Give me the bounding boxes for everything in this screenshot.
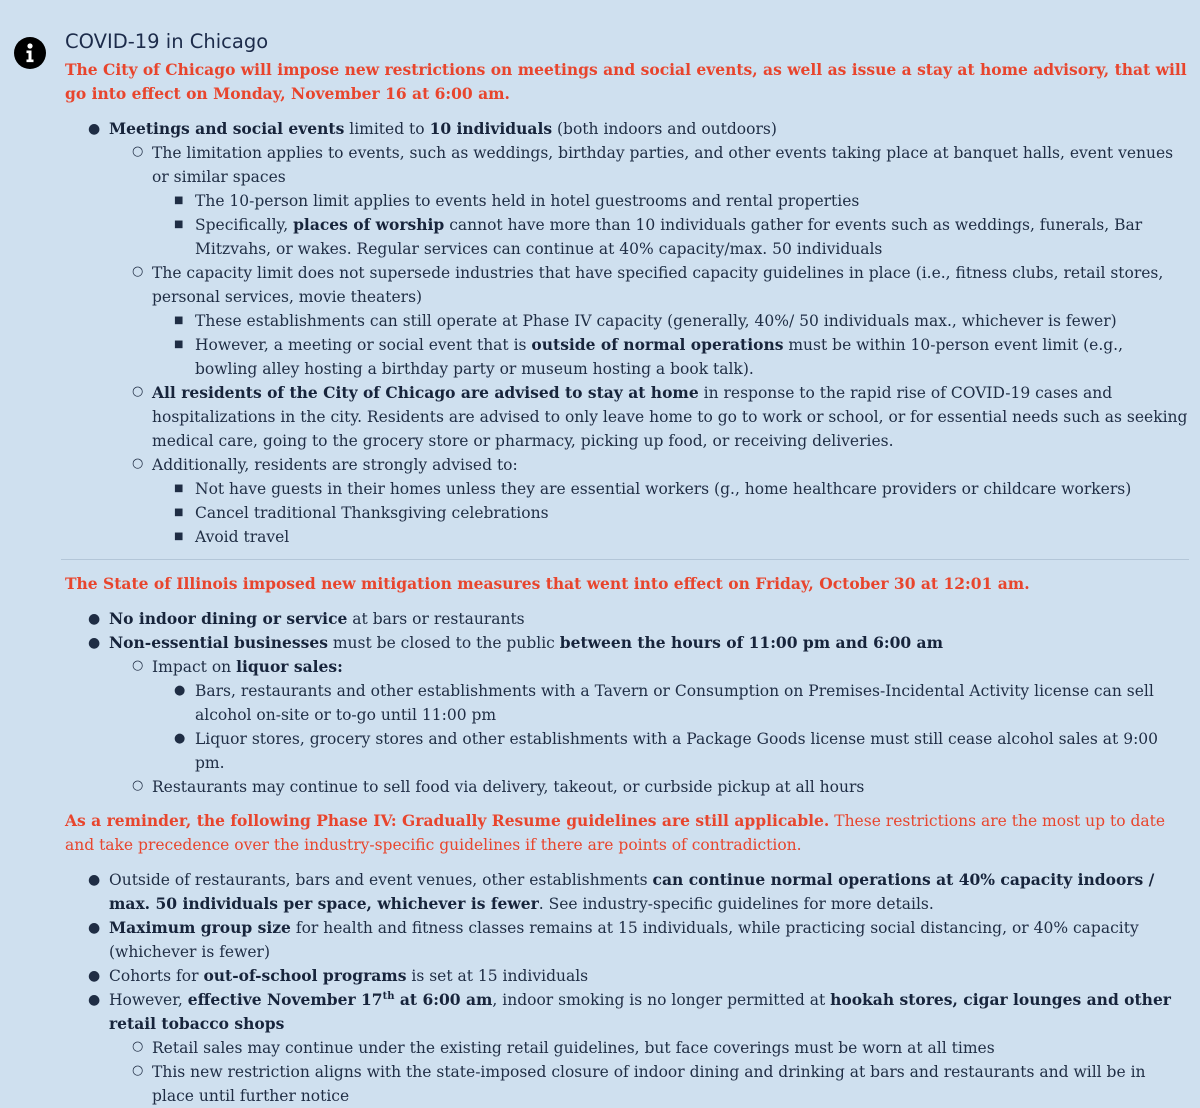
state-heading: The State of Illinois imposed new mitigation measures that went into effect on Friday, October 30 at 12:01 am.	[65, 574, 1030, 593]
list-item: ■ The 10-person limit applies to events held in hotel guestrooms and rental properties	[174, 192, 860, 210]
list-item: ■ These establishments can still operate at Phase IV capacity (generally, 40%/ 50 individuals max., whichever is fewer)	[174, 312, 1117, 330]
list-item: ● Maximum group size for health and fitness classes remains at 15 individuals, while practicing social distancing, or 40% capacity (whichever is fewer)	[88, 918, 1139, 961]
list-item: ○ Additionally, residents are strongly advised to: ■ Not have guests in their homes unless they are essential workers (g., home healthcare providers or childcare workers) ■ Cancel traditional Thanksgiving celebrations ■ Avoid travel	[152, 453, 1190, 549]
list-item: ■ Cancel traditional Thanksgiving celebrations	[174, 504, 549, 522]
phase-heading: As a reminder, the following Phase IV: Gradually Resume guidelines are still applicable. These restrictions are the most up to date and take precedence over the industry-specific guidelines if there are points of contradiction.	[65, 811, 1166, 854]
list-item: ● No indoor dining or service at bars or restaurants	[88, 609, 525, 628]
phase-list	[88, 868, 1190, 1108]
info-icon	[14, 37, 46, 69]
list-item: ● Meetings and social events limited to 10 individuals (both indoors and outdoors) ○ The limitation applies to events, such as weddings, birthday parties, and other events taking place at banquet halls, event venues or similar spaces ■ The 10-person limit applies to events held in hotel guestrooms and rental properties ■ Specifically, places of worship cannot have more than 10 individuals gather for events such as weddings, funerals, Bar Mitzvahs, or wakes. Regular services can continue at 40% capacity/max. 50 individuals ○ The capacity limit does not supersede industries that have specified capacity guidelines in place (i.e., fitness clubs, retail stores, personal services, movie theaters) ■ These establishments can still operate at Phase IV capacity (generally, 40%/ 50 individuals max., whichever is fewer) ■ However, a meeting or social event that is outside of normal operations must be within 10-person event limit (e.g., bowling alley hosting a birthday party or museum hosting a book talk). ○ All residents of the City of Chicago are advised to stay at home in response to the rapid rise of COVID-19 cases and hospitalizations in the city. Residents are advised to only leave home to go to work or school, or for essential needs such as seeking medical care, going to the grocery store or pharmacy, picking up food, or receiving deliveries. ○ Additionally, residents are strongly advised to: ■ Not have guests in their homes unless they are essential workers (g., home healthcare providers or childcare workers) ■ Cancel traditional Thanksgiving celebrations ■ Avoid travel	[109, 117, 1190, 549]
list-item: ■ Not have guests in their homes unless they are essential workers (g., home healthcare providers or childcare workers)	[174, 480, 1132, 498]
list-item: ● Outside of restaurants, bars and event venues, other establishments can continue normal operations at 40% capacity indoors / max. 50 individuals per space, whichever is fewer. See industry-specific guidelines for more details.	[88, 870, 1155, 913]
list-item: ● Liquor stores, grocery stores and other establishments with a Package Goods license must still cease alcohol sales at 9:00 pm.	[174, 730, 1159, 772]
list-item: ■ However, a meeting or social event that is outside of normal operations must be within 10-person event limit (e.g., bowling alley hosting a birthday party or museum hosting a book talk).	[174, 335, 1124, 378]
page-title: COVID-19 in Chicago	[65, 30, 269, 53]
list-item: ○ All residents of the City of Chicago are advised to stay at home in response to the rapid rise of COVID-19 cases and hospitalizations in the city. Residents are advised to only leave home to go to work or school, or for essential needs such as seeking medical care, going to the grocery store or pharmacy, picking up food, or receiving deliveries.	[132, 383, 1188, 450]
state-list	[88, 607, 1190, 799]
list-item: ○ The capacity limit does not supersede industries that have specified capacity guidelines in place (i.e., fitness clubs, retail stores, personal services, movie theaters) ■ These establishments can still operate at Phase IV capacity (generally, 40%/ 50 individuals max., whichever is fewer) ■ However, a meeting or social event that is outside of normal operations must be within 10-person event limit (e.g., bowling alley hosting a birthday party or museum hosting a book talk).	[152, 261, 1190, 381]
city-heading: The City of Chicago will impose new restrictions on meetings and social events, as well as issue a stay at home advisory, that will go into effect on Monday, November 16 at 6:00 am.	[65, 60, 1187, 103]
list-item: ○ Retail sales may continue under the existing retail guidelines, but face coverings must be worn at all times	[132, 1039, 995, 1057]
list-item: ● Cohorts for out-of-school programs is set at 15 individuals	[88, 966, 589, 985]
list-item: ○ The limitation applies to events, such as weddings, birthday parties, and other events taking place at banquet halls, event venues or similar spaces ■ The 10-person limit applies to events held in hotel guestrooms and rental properties ■ Specifically, places of worship cannot have more than 10 individuals gather for events such as weddings, funerals, Bar Mitzvahs, or wakes. Regular services can continue at 40% capacity/max. 50 individuals	[152, 141, 1190, 261]
list-item: ● However, effective November 17th at 6:00 am, indoor smoking is no longer permitted at hookah stores, cigar lounges and other retail tobacco shops ○ Retail sales may continue under the existing retail guidelines, but face coverings must be worn at all times ○ This new restriction aligns with the state-imposed closure of indoor dining and drinking at bars and restaurants and will be in place until further notice	[109, 988, 1190, 1108]
section-divider	[61, 559, 1189, 560]
list-item: ■ Specifically, places of worship cannot have more than 10 individuals gather for events such as weddings, funerals, Bar Mitzvahs, or wakes. Regular services can continue at 40% capacity/max. 50 individuals	[174, 215, 1143, 258]
list-item: ● Non-essential businesses must be closed to the public between the hours of 11:00 pm and 6:00 am ○ Impact on liquor sales: ● Bars, restaurants and other establishments with a Tavern or Consumption on Premises-Incidental Activity license can sell alcohol on-site or to-go until 11:00 pm ● Liquor stores, grocery stores and other establishments with a Package Goods license must still cease alcohol sales at 9:00 pm. ○ Restaurants may continue to sell food via delivery, takeout, or curbside pickup at all hours	[109, 631, 1190, 799]
list-item: ○ Restaurants may continue to sell food via delivery, takeout, or curbside pickup at all hours	[132, 778, 865, 796]
notice-content	[65, 28, 1190, 1108]
list-item: ○ Impact on liquor sales: ● Bars, restaurants and other establishments with a Tavern or Consumption on Premises-Incidental Activity license can sell alcohol on-site or to-go until 11:00 pm ● Liquor stores, grocery stores and other establishments with a Package Goods license must still cease alcohol sales at 9:00 pm.	[152, 655, 1190, 775]
list-item: ■ Avoid travel	[174, 528, 290, 546]
list-item: ● Bars, restaurants and other establishments with a Tavern or Consumption on Premises-Incidental Activity license can sell alcohol on-site or to-go until 11:00 pm	[174, 682, 1154, 724]
city-list	[88, 117, 1190, 549]
list-item: ○ This new restriction aligns with the state-imposed closure of indoor dining and drinking at bars and restaurants and will be in place until further notice	[132, 1063, 1146, 1105]
